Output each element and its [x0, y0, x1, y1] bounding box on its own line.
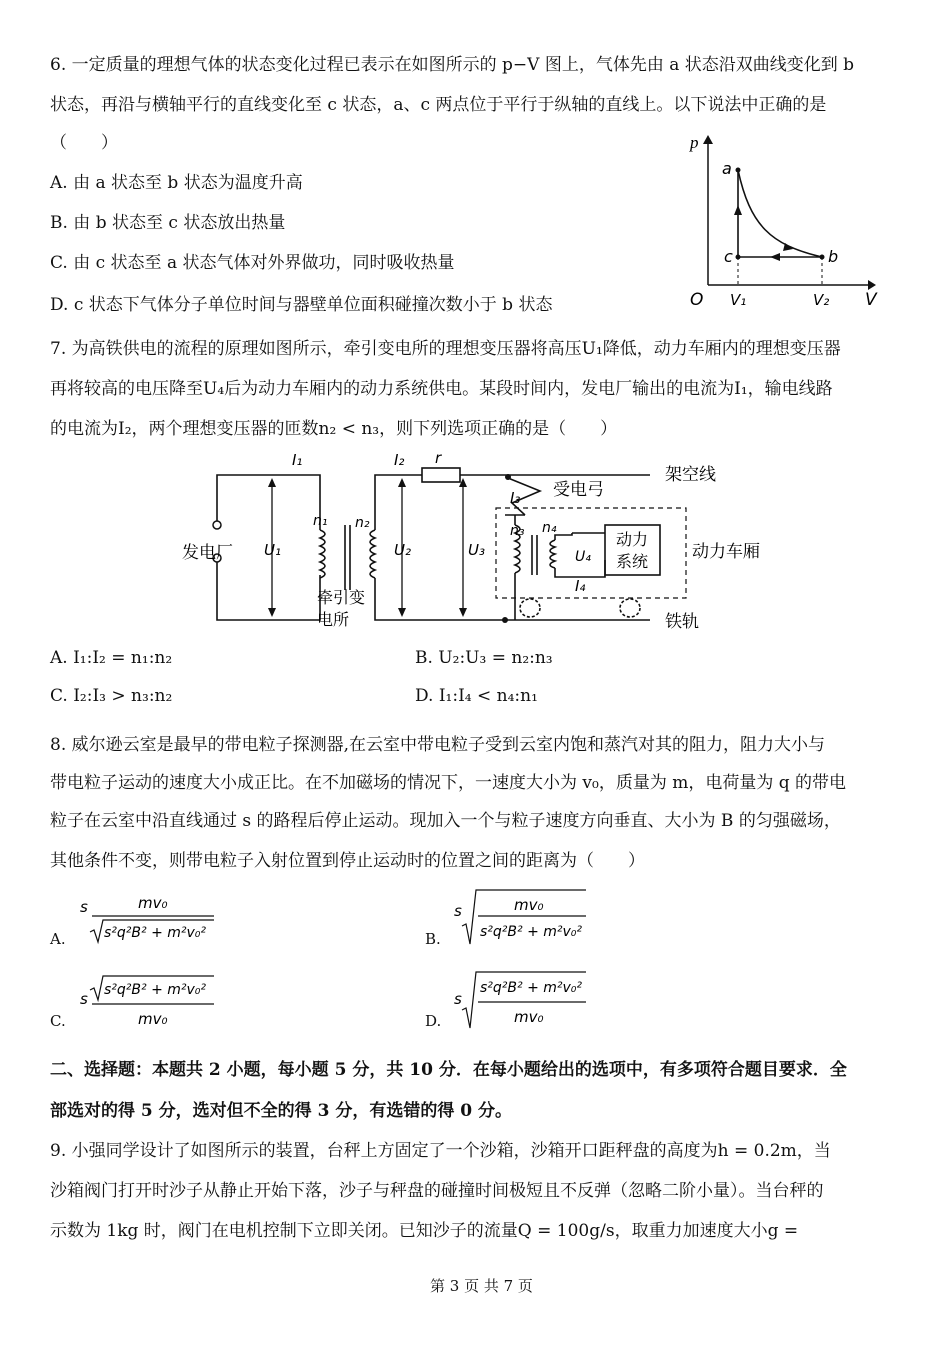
- label-power-2: 系统: [616, 552, 649, 571]
- q6-option-c: C. 由 c 状态至 a 状态气体对外界做功，同时吸收热量: [50, 253, 455, 273]
- section2-line2: 部选对的得 5 分，选对但不全的得 3 分，有选错的得 0 分。: [50, 1101, 512, 1121]
- q8-option-b-label: B.: [425, 930, 441, 948]
- v1-label: V₁: [730, 291, 747, 309]
- label-substation-1: 牵引变: [317, 588, 366, 607]
- circuit-diagram: [180, 445, 760, 645]
- q7-line2: 再将较高的电压降至U₄后为动力车厢内的动力系统供电。某段时间内，发电厂输出的电流为I₁，输电线路: [50, 379, 833, 399]
- label-n3: n₃: [510, 523, 525, 539]
- q9-line1: 9. 小强同学设计了如图所示的装置，台秤上方固定了一个沙箱，沙箱开口距秤盘的高度为h = 0.2m，当: [50, 1141, 831, 1161]
- q7-option-c: C. I₂:I₃ > n₃:n₂: [50, 686, 173, 706]
- label-u2: U₂: [394, 541, 411, 559]
- axis-p-label: p: [690, 133, 699, 152]
- label-rail: 铁轨: [665, 612, 699, 632]
- q8-option-d-label: D.: [425, 1012, 442, 1030]
- q6-option-b: B. 由 b 状态至 c 状态放出热量: [50, 213, 286, 233]
- svg-text:s²q²B² + m²v₀²: s²q²B² + m²v₀²: [104, 925, 207, 941]
- q8-option-a-formula: [78, 890, 238, 950]
- section2-line1: 二、选择题：本题共 2 小题，每小题 5 分，共 10 分．在每小题给出的选项中，有多项符合题目要求．全: [50, 1060, 847, 1080]
- q8-line4: 其他条件不变，则带电粒子入射位置到停止运动时的位置之间的距离为（ ）: [50, 851, 645, 871]
- pv-graph: [680, 130, 880, 310]
- label-power-plant: 发电厂: [182, 543, 233, 563]
- q6-option-a: A. 由 a 状态至 b 状态为温度升高: [50, 173, 303, 193]
- label-n2: n₂: [355, 515, 370, 531]
- v2-label: V₂: [813, 291, 830, 309]
- point-c-label: c: [724, 247, 733, 266]
- label-i1: I₁: [292, 451, 303, 469]
- label-n1: n₁: [313, 513, 328, 529]
- q7-line1: 7. 为高铁供电的流程的原理如图所示，牵引变电所的理想变压器将高压U₁降低，动力车厢内的理想变压器: [50, 339, 841, 359]
- label-overhead-line: 架空线: [665, 465, 716, 485]
- svg-text:s²q²B² + m²v₀²: s²q²B² + m²v₀²: [104, 982, 207, 998]
- q7-option-d: D. I₁:I₄ < n₄:n₁: [415, 686, 538, 706]
- svg-text:mv₀: mv₀: [514, 1008, 544, 1026]
- q6-line1: 6. 一定质量的理想气体的状态变化过程已表示在如图所示的 p−V 图上，气体先由 a 状态沿双曲线变化到 b: [50, 55, 855, 75]
- q8-option-c-formula: [78, 970, 238, 1034]
- q6-paren: （ ）: [50, 133, 118, 153]
- axis-v-label: V: [865, 290, 877, 310]
- q7-option-a: A. I₁:I₂ = n₁:n₂: [50, 648, 173, 668]
- q8-option-b-formula: [452, 886, 612, 950]
- point-a-label: a: [722, 159, 732, 178]
- q8-line1: 8. 威尔逊云室是最早的带电粒子探测器,在云室中带电粒子受到云室内饱和蒸汽对其的阻力，阻力大小与: [50, 735, 826, 755]
- svg-text:mv₀: mv₀: [514, 896, 544, 914]
- label-n4: n₄: [542, 520, 557, 536]
- label-u4: U₄: [575, 549, 591, 565]
- svg-text:s: s: [80, 990, 88, 1008]
- label-substation-2: 电所: [317, 610, 350, 629]
- label-power-1: 动力: [616, 530, 649, 549]
- q8-line3: 粒子在云室中沿直线通过 s 的路程后停止运动。现加入一个与粒子速度方向垂直、大小为 B 的匀强磁场，: [50, 811, 841, 831]
- svg-text:mv₀: mv₀: [138, 1010, 168, 1028]
- q8-option-c-label: C.: [50, 1012, 66, 1030]
- label-i4: I₄: [575, 577, 586, 595]
- label-i3: I₃: [510, 489, 521, 507]
- label-u1: U₁: [264, 541, 281, 559]
- q9-line2: 沙箱阀门打开时沙子从静止开始下落，沙子与秤盘的碰撞时间极短且不反弹（忽略二阶小量）。当台秤的: [50, 1181, 824, 1201]
- svg-text:s²q²B² + m²v₀²: s²q²B² + m²v₀²: [480, 924, 583, 940]
- q7-option-b: B. U₂:U₃ = n₂:n₃: [415, 648, 553, 668]
- label-pantograph: 受电弓: [553, 480, 604, 500]
- q6-option-d: D. c 状态下气体分子单位时间与器壁单位面积碰撞次数小于 b 状态: [50, 295, 553, 315]
- q8-option-d-formula: [452, 966, 612, 1034]
- q9-line3: 示数为 1kg 时，阀门在电机控制下立即关闭。已知沙子的流量Q = 100g/s，取重力加速度大小g =: [50, 1221, 799, 1241]
- svg-text:s: s: [454, 902, 462, 920]
- q7-line3: 的电流为I₂，两个理想变压器的匝数n₂ < n₃，则下列选项正确的是（ ）: [50, 419, 618, 439]
- svg-text:s²q²B² + m²v₀²: s²q²B² + m²v₀²: [480, 980, 583, 996]
- q8-line2: 带电粒子运动的速度大小成正比。在不加磁场的情况下，一速度大小为 v₀，质量为 m，电荷量为 q 的带电: [50, 773, 847, 793]
- origin-label: O: [690, 290, 704, 310]
- svg-text:mv₀: mv₀: [138, 894, 168, 912]
- page-footer: 第 3 页 共 7 页: [430, 1277, 533, 1295]
- label-i2: I₂: [394, 451, 405, 469]
- svg-text:s: s: [80, 898, 88, 916]
- label-power-car: 动力车厢: [692, 542, 760, 562]
- label-r: r: [435, 449, 442, 467]
- hyperbola-ab: [738, 170, 822, 257]
- svg-text:s: s: [454, 990, 462, 1008]
- label-u3: U₃: [468, 541, 485, 559]
- point-b-label: b: [828, 247, 839, 266]
- q8-option-a-label: A.: [50, 930, 66, 948]
- q6-line2: 状态，再沿与横轴平行的直线变化至 c 状态，a、c 两点位于平行于纵轴的直线上。以下说法中正确的是: [50, 95, 827, 115]
